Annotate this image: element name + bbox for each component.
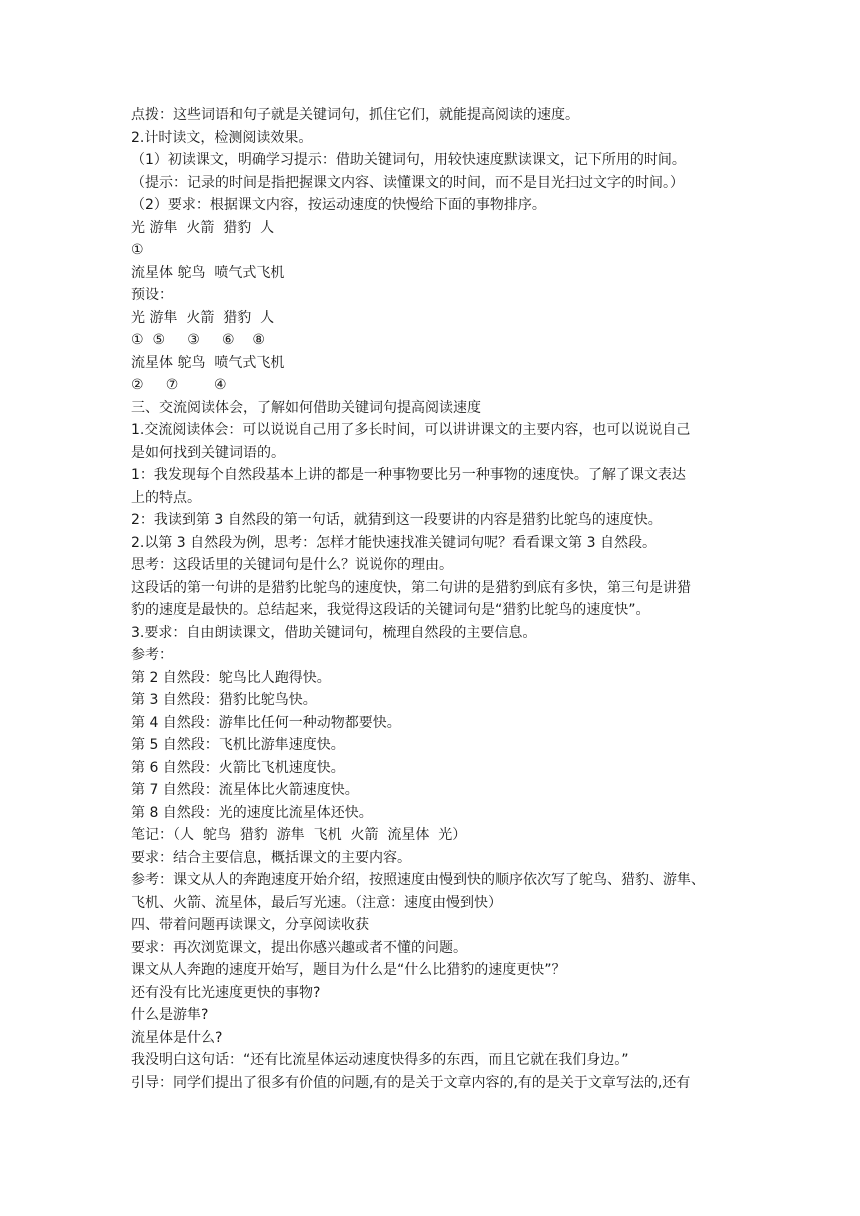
text-line: 2.计时读文，检测阅读效果。 [131, 129, 313, 146]
text-line: 思考：这段话里的关键词句是什么？说说你的理由。 [131, 557, 453, 573]
text-line: 第 7 自然段：流星体比火箭速度快。 [131, 782, 359, 798]
text-line: 流星体 鸵鸟 喷气式飞机 [131, 264, 285, 281]
text-line: 1：我发现每个自然段基本上讲的都是一种事物要比另一种事物的速度快。了解了课文表达 [131, 467, 686, 483]
text-line: 豹的速度是最快的。总结起来，我觉得这段话的关键词句是“猎豹比鸵鸟的速度快”。 [131, 602, 650, 618]
text-line: 第 8 自然段：光的速度比流星体还快。 [131, 804, 373, 821]
text-line: 是如何找到关键词语的。 [131, 444, 285, 461]
text-line: 第 6 自然段：火箭比飞机速度快。 [131, 759, 345, 776]
document-body [131, 104, 736, 1094]
text-line: 要求：结合主要信息，概括课文的主要内容。 [131, 849, 411, 866]
text-line: 光 游隼 火箭 猎豹 人 [131, 309, 275, 326]
text-line: 笔记：（人 鸵鸟 猎豹 游隼 飞机 火箭 流星体 光） [131, 827, 467, 843]
text-line: 参考：课文从人的奔跑速度开始介绍，按照速度由慢到快的顺序依次写了鸵鸟、猎豹、游隼、 [131, 872, 705, 888]
section-heading: 四、带着问题再读课文，分享阅读收获 [131, 917, 369, 933]
section-heading: 三、交流阅读体会，了解如何借助关键词句提高阅读速度 [131, 399, 481, 416]
text-line: 光 游隼 火箭 猎豹 人 [131, 219, 275, 236]
text-line: 2.以第 3 自然段为例，思考：怎样才能快速找准关键词句呢？看看课文第 3 自然段。 [131, 534, 656, 551]
text-line: （提示：记录的时间是指把握课文内容、读懂课文的时间，而不是目光扫过文字的时间。） [131, 174, 684, 191]
text-line: 什么是游隼? [131, 1007, 209, 1023]
text-line: 这段话的第一句讲的是猎豹比鸵鸟的速度快，第二句讲的是猎豹到底有多快，第三句是讲猎 [131, 579, 691, 596]
text-line: 2：我读到第 3 自然段的第一句话，就猜到这一段要讲的内容是猎豹比鸵鸟的速度快。 [131, 512, 662, 528]
text-line: 课文从人奔跑的速度开始写，题目为什么是“什么比猎豹的速度更快”？ [131, 962, 566, 978]
text-line: 参考： [131, 647, 173, 663]
text-line: 还有没有比光速度更快的事物? [131, 984, 321, 1001]
text-line: 第 5 自然段：飞机比游隼速度快。 [131, 737, 345, 753]
text-line: ① [131, 242, 144, 258]
text-line: 飞机、火箭、流星体，最后写光速。（注意：速度由慢到快） [131, 894, 502, 911]
text-line: 流星体 鸵鸟 喷气式飞机 [131, 354, 285, 371]
text-line: 我没明白这句话：“还有比流星体运动速度快得多的东西，而且它就在我们身边。” [131, 1052, 629, 1068]
text-line: 引导：同学们提出了很多有价值的问题,有的是关于文章内容的,有的是关于文章写法的,还有 [131, 1074, 691, 1091]
text-line: 预设： [131, 287, 173, 303]
text-line: ① ⑤ ③ ⑥ ⑧ [131, 332, 265, 348]
text-line: 第 4 自然段：游隼比任何一种动物都要快。 [131, 714, 401, 731]
text-line: 上的特点。 [131, 489, 201, 506]
text-line: （1）初读课文，明确学习提示：借助关键词句，用较快速度默读课文，记下所用的时间。 [131, 152, 686, 168]
text-line: （2）要求：根据课文内容，按运动速度的快慢给下面的事物排序。 [131, 197, 546, 213]
text-line: 1.交流阅读体会：可以说说自己用了多长时间，可以讲讲课文的主要内容，也可以说说自己 [131, 422, 691, 438]
text-line: 第 3 自然段：猎豹比鸵鸟快。 [131, 692, 317, 708]
text-line: 第 2 自然段：鸵鸟比人跑得快。 [131, 669, 331, 686]
text-line: 要求：再次浏览课文，提出你感兴趣或者不懂的问题。 [131, 939, 467, 956]
text-line: ② ⑦ ④ [131, 377, 227, 393]
text-line: 点拨：这些词语和句子就是关键词句，抓住它们，就能提高阅读的速度。 [131, 107, 579, 123]
text-line: 3.要求：自由朗读课文，借助关键词句，梳理自然段的主要信息。 [131, 624, 537, 641]
text-line: 流星体是什么? [131, 1029, 223, 1046]
